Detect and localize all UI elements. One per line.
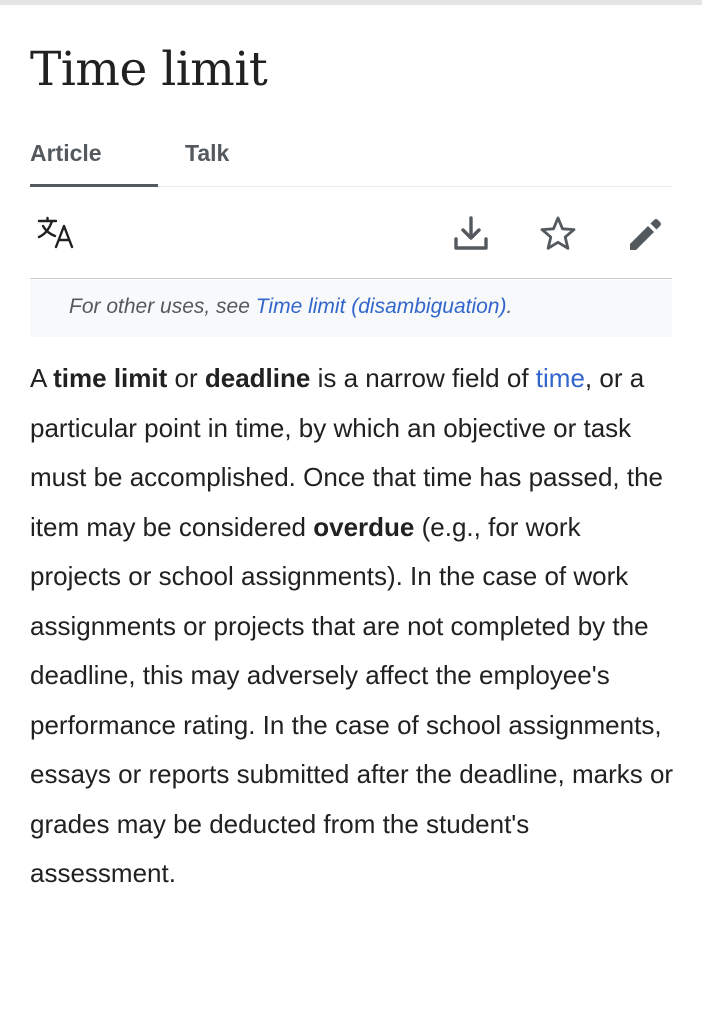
term-deadline: deadline — [204, 363, 311, 393]
article-text-5: (e.g., for work projects or school assignments). In the case of work assignments or projects that are not completed by the deadline, this may adversely affect the employee's performance rating. In the case of school assignments, essays or reports submitted after the deadline, marks or grades may be deducted from the student's assessment. — [30, 511, 674, 888]
page-title: Time limit — [30, 42, 268, 97]
disambiguation-link[interactable]: Time limit (disambiguation) — [255, 295, 507, 318]
star-icon[interactable] — [538, 214, 578, 254]
hatnote-suffix: . — [506, 295, 513, 318]
article-paragraph — [30, 354, 675, 899]
language-icon[interactable] — [36, 214, 76, 254]
page-actions-toolbar — [30, 188, 672, 279]
term-time-limit: time limit — [53, 363, 168, 393]
edit-icon[interactable] — [625, 214, 665, 254]
tab-article[interactable]: Article — [30, 140, 102, 166]
tab-talk[interactable]: Talk — [185, 140, 230, 166]
article-text-1: A — [30, 363, 54, 393]
link-time[interactable]: time — [535, 363, 585, 393]
download-icon[interactable] — [451, 214, 491, 254]
hatnote-prefix: For other uses, see — [69, 295, 256, 318]
hatnote — [30, 280, 672, 337]
top-strip — [0, 0, 702, 5]
active-tab-indicator — [30, 184, 158, 187]
article-text-3: is a narrow field of — [310, 363, 536, 393]
term-overdue: overdue — [313, 511, 415, 542]
article-text-2: or — [167, 363, 205, 393]
page-tabs — [30, 126, 672, 187]
article-text-4: , or a particular point in time, by which an objective or task must be accomplished. Once that time has passed, the item may be considered — [30, 363, 664, 542]
